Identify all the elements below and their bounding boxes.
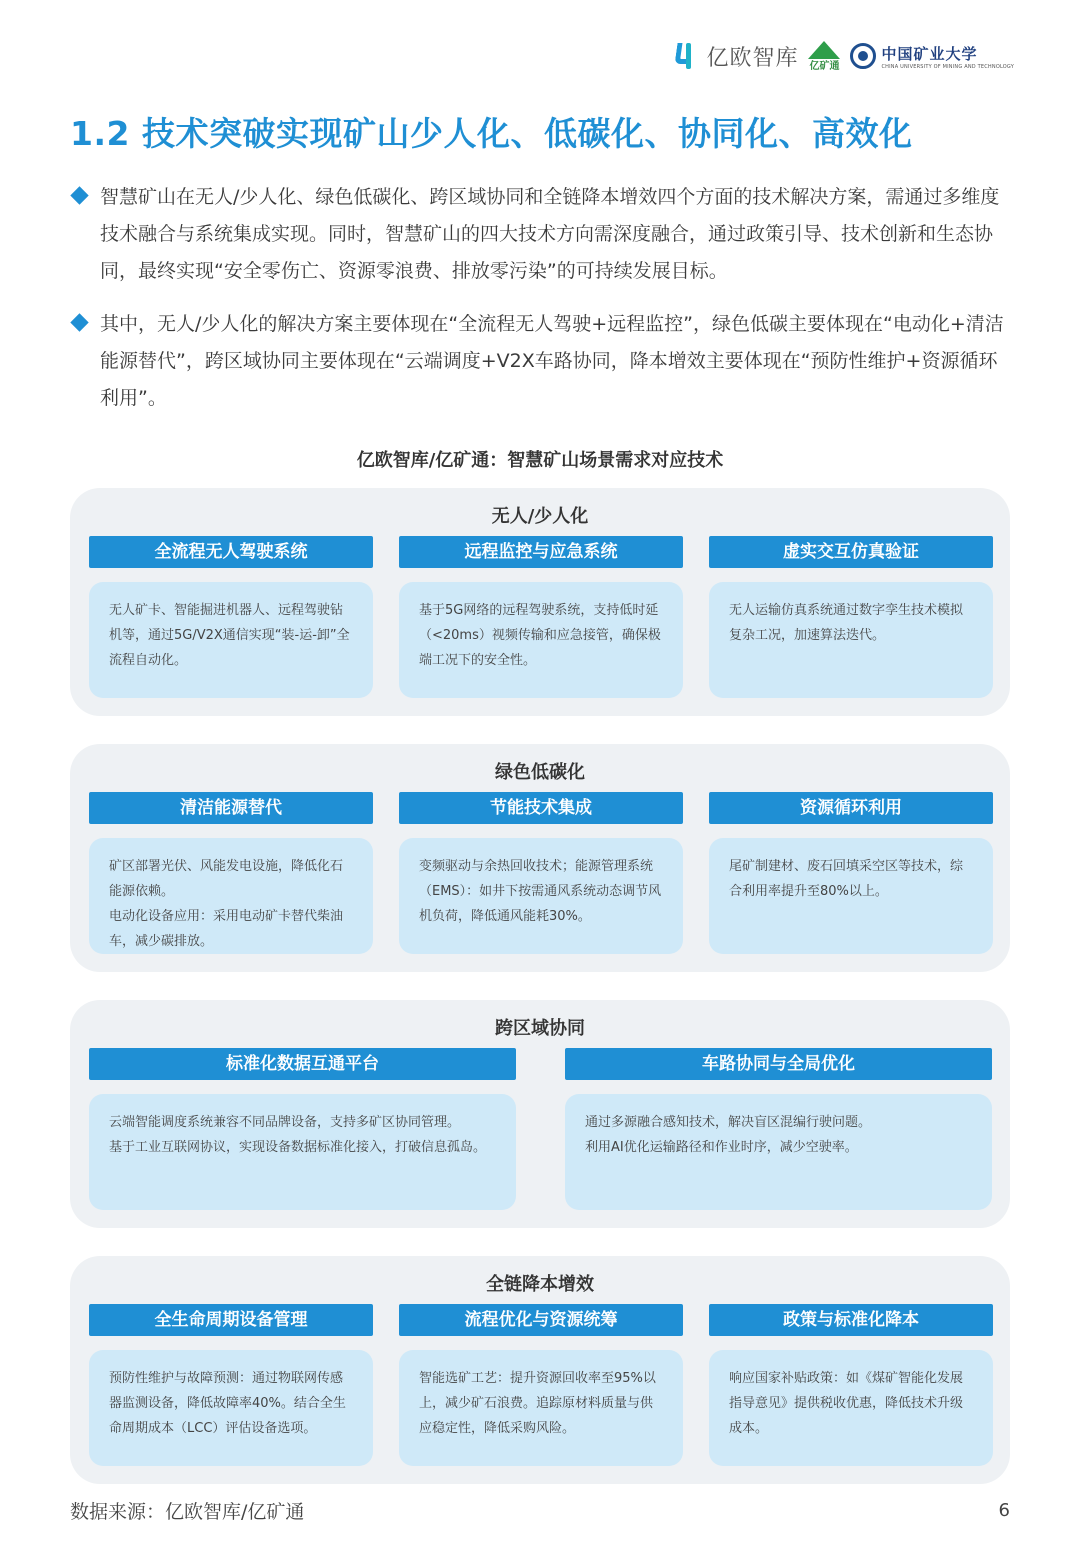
card-text: 响应国家补贴政策：如《煤矿智能化发展指导意见》提供税收优惠，降低技术升级成本。 bbox=[729, 1371, 964, 1436]
card-header: 全流程无人驾驶系统 bbox=[89, 536, 373, 568]
yiou-logo-icon bbox=[674, 41, 700, 71]
card-header: 远程监控与应急系统 bbox=[399, 536, 683, 568]
card-text: 利用AI优化运输路径和作业时序，减少空驶率。 bbox=[585, 1140, 858, 1155]
diamond-bullet-icon bbox=[70, 313, 88, 331]
card-body bbox=[89, 1094, 516, 1210]
bullet-text: 其中，无人/少人化的解决方案主要体现在“全流程无人驾驶+远程监控”，绿色低碳主要体现在“电动化+清洁能源替代”，跨区域协同主要体现在“云端调度+V2X车路协同，降本增效主要体现在“预防性维护+资源循环利用”。 bbox=[100, 313, 1004, 409]
section-title: 绿色低碳化 bbox=[495, 762, 585, 783]
yikuangtong-logo-text: 亿矿通 bbox=[809, 60, 840, 72]
data-source: 数据来源：亿欧智库/亿矿通 bbox=[70, 1501, 305, 1523]
card-text: 电动化设备应用：采用电动矿卡替代柴油车，减少碳排放。 bbox=[109, 909, 344, 949]
card-text: 基于工业互联网协议，实现设备数据标准化接入，打破信息孤岛。 bbox=[109, 1140, 487, 1155]
figure-title: 亿欧智库/亿矿通：智慧矿山场景需求对应技术 bbox=[356, 450, 724, 471]
section-cross-region bbox=[70, 1000, 1010, 1228]
card-header: 流程优化与资源统筹 bbox=[399, 1304, 683, 1336]
card-header: 资源循环利用 bbox=[709, 792, 993, 824]
card-header: 车路协同与全局优化 bbox=[565, 1048, 992, 1080]
bullet-paragraph bbox=[70, 179, 1010, 290]
card-text: 智能选矿工艺：提升资源回收率至95%以上，减少矿石浪费。追踪原材料质量与供应稳定性，降低采购风险。 bbox=[419, 1371, 656, 1436]
section-title: 全链降本增效 bbox=[486, 1274, 594, 1295]
card-body bbox=[399, 582, 683, 698]
university-seal-icon bbox=[850, 43, 876, 69]
card-text: 基于5G网络的远程驾驶系统，支持低时延（<20ms）视频传输和应急接管，确保极端工况下的安全性。 bbox=[419, 603, 661, 668]
diamond-bullet-icon bbox=[70, 186, 88, 204]
card-text: 通过多源融合感知技术，解决盲区混编行驶问题。 bbox=[585, 1115, 872, 1130]
bullet-paragraph bbox=[70, 306, 1010, 417]
card-body bbox=[89, 838, 373, 954]
card-header: 全生命周期设备管理 bbox=[89, 1304, 373, 1336]
card-body bbox=[399, 838, 683, 954]
card-header: 标准化数据互通平台 bbox=[89, 1048, 516, 1080]
section-cost-efficiency bbox=[70, 1256, 1010, 1484]
card-body bbox=[709, 838, 993, 954]
card-body bbox=[89, 582, 373, 698]
section-low-carbon bbox=[70, 744, 1010, 972]
card-header: 政策与标准化降本 bbox=[709, 1304, 993, 1336]
yikuangtong-logo bbox=[808, 41, 840, 72]
card-text: 变频驱动与余热回收技术；能源管理系统（EMS）：如井下按需通风系统动态调节风机负荷，降低通风能耗30%。 bbox=[419, 859, 662, 924]
card-text: 无人运输仿真系统通过数字孪生技术模拟复杂工况，加速算法迭代。 bbox=[729, 603, 964, 643]
card-text: 无人矿卡、智能掘进机器人、远程驾驶钻机等，通过5G/V2X通信实现“装-运-卸”全流程自动化。 bbox=[109, 603, 350, 668]
card-body bbox=[709, 1350, 993, 1466]
card-body bbox=[399, 1350, 683, 1466]
cumt-logo-en: CHINA UNIVERSITY OF MINING AND TECHNOLOGY bbox=[881, 63, 1014, 70]
section-title: 跨区域协同 bbox=[495, 1018, 585, 1039]
card-header: 清洁能源替代 bbox=[89, 792, 373, 824]
card-header: 节能技术集成 bbox=[399, 792, 683, 824]
card-text: 云端智能调度系统兼容不同品牌设备，支持多矿区协同管理。 bbox=[109, 1115, 461, 1130]
yiou-logo-text: 亿欧智库 bbox=[706, 45, 799, 71]
page-title: 1.2 技术突破实现矿山少人化、低碳化、协同化、高效化 bbox=[70, 114, 913, 153]
card-text: 矿区部署光伏、风能发电设施，降低化石能源依赖。 bbox=[109, 859, 344, 899]
cumt-logo-cn: 中国矿业大学 bbox=[881, 44, 978, 63]
card-header: 虚实交互仿真验证 bbox=[709, 536, 993, 568]
section-unmanned bbox=[70, 488, 1010, 716]
card-body bbox=[89, 1350, 373, 1466]
section-title: 无人/少人化 bbox=[491, 506, 589, 527]
card-text: 预防性维护与故障预测：通过物联网传感器监测设备，降低故障率40%。结合全生命周期成本（LCC）评估设备选项。 bbox=[109, 1371, 346, 1436]
card-text: 尾矿制建材、废石回填采空区等技术，综合利用率提升至80%以上。 bbox=[729, 859, 964, 899]
cumt-logo bbox=[850, 43, 1014, 70]
card-body bbox=[565, 1094, 992, 1210]
page-number: 6 bbox=[998, 1500, 1010, 1521]
yiou-logo bbox=[674, 41, 798, 72]
bullet-text: 智慧矿山在无人/少人化、绿色低碳化、跨区域协同和全链降本增效四个方面的技术解决方案，需通过多维度技术融合与系统集成实现。同时，智慧矿山的四大技术方向需深度融合，通过政策引导、技术创新和生态协同，最终实现“安全零伤亡、资源零浪费、排放零污染”的可持续发展目标。 bbox=[100, 186, 1000, 282]
card-body bbox=[709, 582, 993, 698]
header-logos bbox=[674, 36, 1014, 76]
